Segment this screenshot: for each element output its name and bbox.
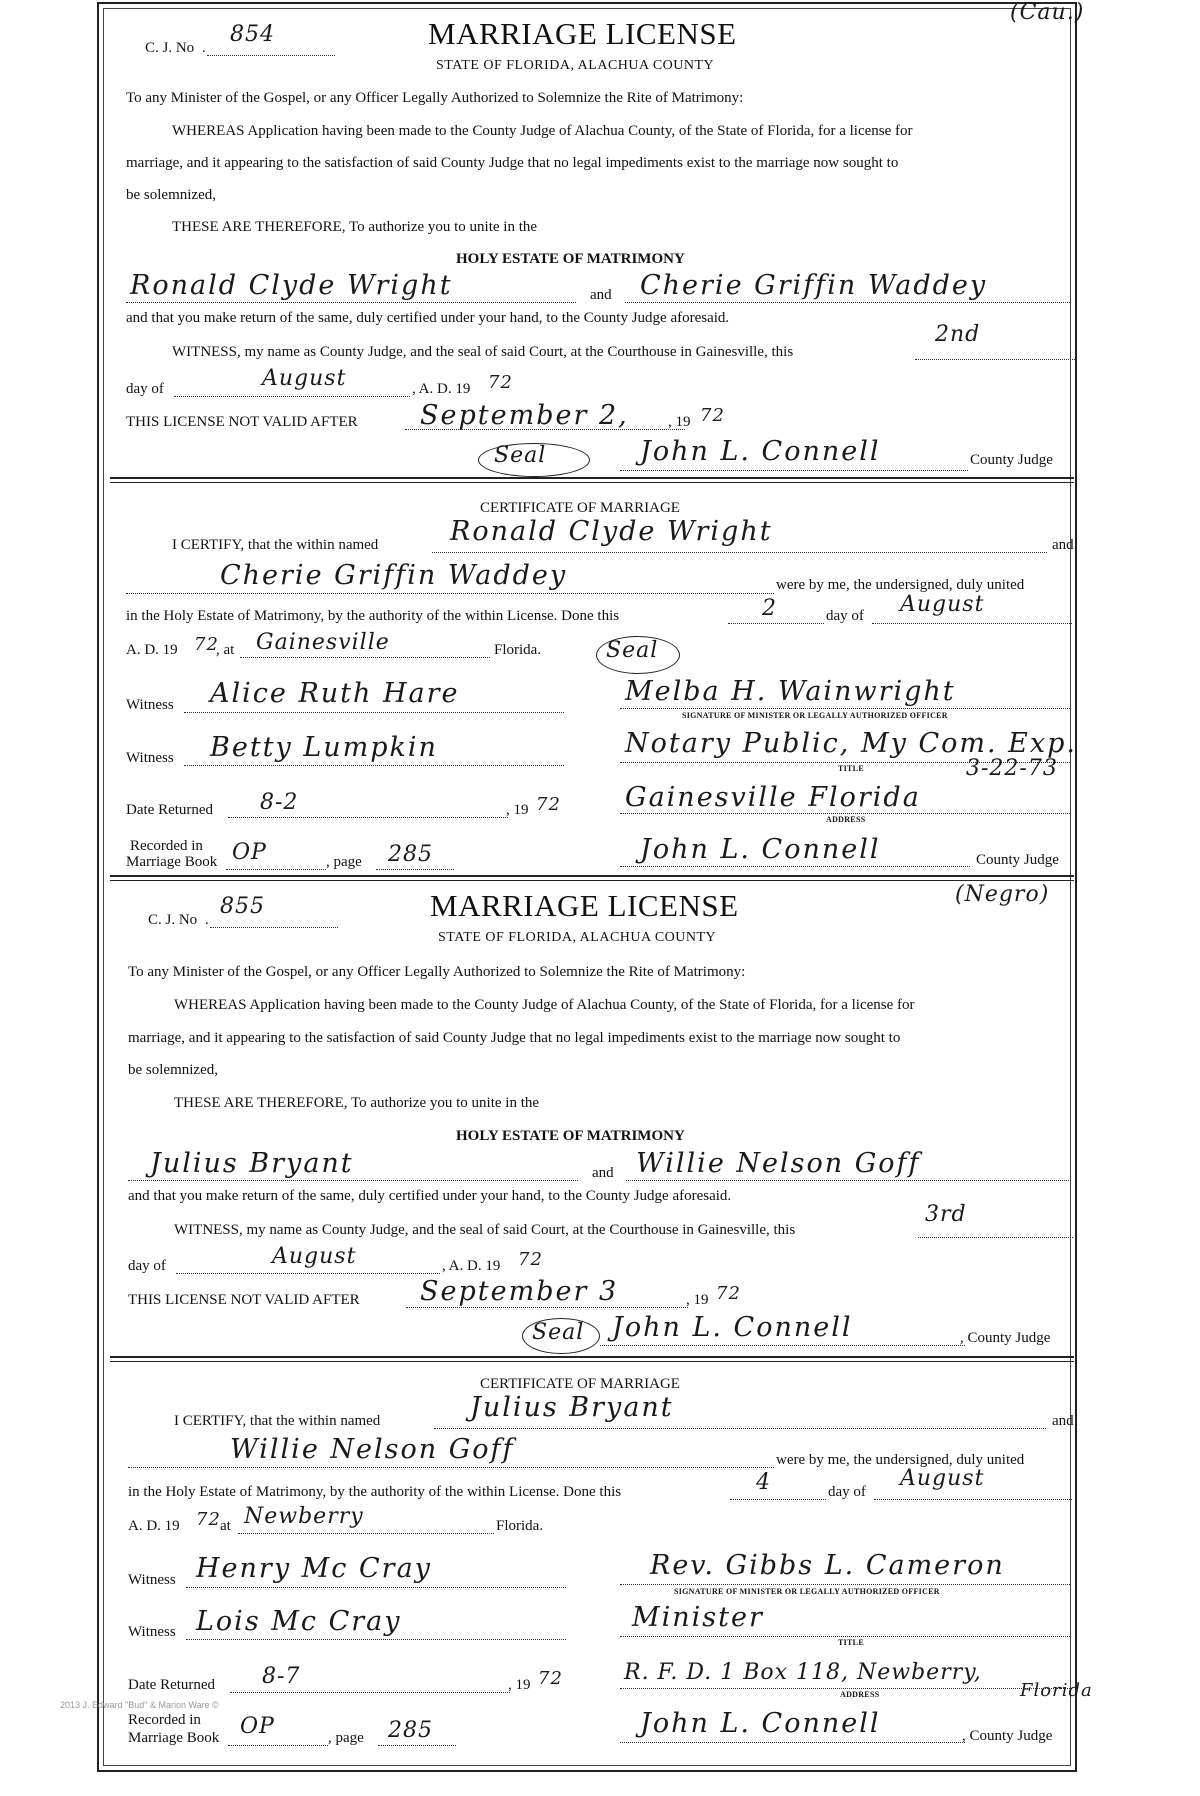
whereas-line-2: marriage, and it appearing to the satisfaction of said County Judge that no legal impediments exist to the marriage now sought to <box>128 1030 901 1046</box>
whereas-line-3: be solemnized, <box>128 1062 218 1078</box>
officer-signature: Rev. Gibbs L. Cameron <box>650 1550 1005 1581</box>
cj-number-label: C. J. No <box>148 912 198 928</box>
not-valid-date: September 2, <box>420 400 629 431</box>
day-of-label: day of <box>828 1484 866 1500</box>
final-judge-signature: John L. Connell <box>640 834 881 865</box>
day-of-label: day of <box>128 1258 166 1274</box>
final-county-judge: , County Judge <box>962 1728 1053 1744</box>
return-line: and that you make return of the same, duly certified under your hand, to the County Judge aforesaid. <box>128 1188 732 1204</box>
address-caption: ADDRESS <box>840 1690 880 1699</box>
whereas-line-2: marriage, and it appearing to the satisfaction of said County Judge that no legal impediments exist to the marriage now sought to <box>126 155 899 171</box>
done-year: 72 <box>194 634 219 655</box>
officer-title: Notary Public, My Com. Exp. <box>625 728 1077 759</box>
and-word: and <box>590 287 612 303</box>
witness-2-label: Witness <box>128 1624 176 1640</box>
officer-signature: Melba H. Wainwright <box>625 676 956 707</box>
therefore-line: THESE ARE THEREFORE, To authorize you to unite in the <box>172 219 538 235</box>
page-label: , page <box>326 854 362 870</box>
cert-bride: Willie Nelson Goff <box>230 1434 515 1465</box>
ad-at-label: A. D. 19 <box>126 642 178 658</box>
officer-title-2: 3-22-73 <box>966 756 1058 781</box>
license-month: August <box>262 366 347 391</box>
corner-note: (Negro) <box>955 882 1050 907</box>
cert-and: and <box>1052 537 1074 553</box>
florida-label: Florida. <box>496 1518 544 1534</box>
done-month: August <box>900 592 985 617</box>
judge-signature: John L. Connell <box>640 436 881 467</box>
marriage-place: Newberry <box>244 1504 364 1529</box>
judge-signature: John L. Connell <box>612 1312 853 1343</box>
cert-and: and <box>1052 1413 1074 1429</box>
date-returned-year-prefix: , 19 <box>508 1677 531 1693</box>
marriage-place: Gainesville <box>256 630 390 655</box>
witness-1-label: Witness <box>128 1572 176 1588</box>
recorded-in-label: Recorded in <box>128 1712 201 1728</box>
license-year: 72 <box>518 1249 543 1270</box>
holy-estate-heading: HOLY ESTATE OF MATRIMONY <box>456 1128 685 1144</box>
corner-note: (Cau.) <box>1010 0 1085 25</box>
to-line: To any Minister of the Gospel, or any Officer Legally Authorized to Solemnize the Rite of Matrimony: <box>128 964 746 980</box>
ad-at-label: A. D. 19 <box>128 1518 180 1534</box>
at-label: at <box>220 1518 231 1534</box>
page-label: , page <box>328 1730 364 1746</box>
whereas-line-1: WHEREAS Application having been made to the County Judge of Alachua County, of the State of Florida, for a license for <box>172 123 913 139</box>
witness-1-label: Witness <box>126 697 174 713</box>
return-line: and that you make return of the same, duly certified under your hand, to the County Judge aforesaid. <box>126 310 730 326</box>
copyright-watermark: 2013 J. Edward "Bud" & Marion Ware © <box>60 1700 219 1710</box>
certify-label: I CERTIFY, that the within named <box>172 537 379 553</box>
holy-estate-heading: HOLY ESTATE OF MATRIMONY <box>456 251 685 267</box>
day-of-label: day of <box>826 608 864 624</box>
witness-line: WITNESS, my name as County Judge, and the seal of said Court, at the Courthouse in Gainesville, this <box>172 344 794 360</box>
seal-text: Seal <box>532 1320 585 1345</box>
officer-address: R. F. D. 1 Box 118, Newberry, <box>624 1660 982 1685</box>
county-judge-label: County Judge <box>970 452 1053 468</box>
not-valid-year-prefix: , 19 <box>668 414 691 430</box>
marriage-book-label: Marriage Book <box>128 1730 220 1746</box>
county-judge-label: , County Judge <box>960 1330 1051 1346</box>
witness-2-signature: Betty Lumpkin <box>210 732 438 763</box>
license-month: August <box>272 1244 357 1269</box>
united-label: were by me, the undersigned, duly united <box>776 577 1025 593</box>
done-month: August <box>900 1466 985 1491</box>
cj-number-value: 855 <box>220 894 265 919</box>
title-caption: TITLE <box>838 764 864 773</box>
signature-caption: SIGNATURE OF MINISTER OR LEGALLY AUTHORIZED OFFICER <box>682 711 948 720</box>
not-valid-label: THIS LICENSE NOT VALID AFTER <box>126 414 358 430</box>
united-label: were by me, the undersigned, duly united <box>776 1452 1025 1468</box>
witness-2-signature: Lois Mc Cray <box>196 1606 402 1637</box>
florida-label: Florida. <box>494 642 542 658</box>
cert-groom: Ronald Clyde Wright <box>450 516 773 547</box>
certificate-title: CERTIFICATE OF MARRIAGE <box>480 500 680 516</box>
cj-number-label: C. J. No <box>145 40 195 56</box>
date-returned-value: 8-2 <box>260 790 299 815</box>
signature-caption: SIGNATURE OF MINISTER OR LEGALLY AUTHORIZED OFFICER <box>674 1587 940 1596</box>
witness-1-signature: Henry Mc Cray <box>196 1553 432 1584</box>
holy-estate-line: in the Holy Estate of Matrimony, by the authority of the within License. Done this <box>126 608 620 624</box>
groom-name: Julius Bryant <box>150 1148 354 1179</box>
whereas-line-1: WHEREAS Application having been made to the County Judge of Alachua County, of the State of Florida, for a license for <box>174 997 915 1013</box>
recorded-in-label: Recorded in <box>130 838 203 854</box>
record-divider <box>110 875 1074 881</box>
date-returned-year: 72 <box>536 794 561 815</box>
license-year: 72 <box>488 372 513 393</box>
certificate-title: CERTIFICATE OF MARRIAGE <box>480 1376 680 1392</box>
license-subtitle: STATE OF FLORIDA, ALACHUA COUNTY <box>436 58 715 73</box>
witness-day: 2nd <box>935 322 981 347</box>
page-value: 285 <box>388 1718 433 1743</box>
section-divider <box>110 477 1074 483</box>
not-valid-year-prefix: , 19 <box>686 1292 709 1308</box>
witness-line: WITNESS, my name as County Judge, and the seal of said Court, at the Courthouse in Gainesville, this <box>174 1222 796 1238</box>
date-returned-label: Date Returned <box>126 802 214 818</box>
final-judge-signature: John L. Connell <box>640 1708 881 1739</box>
title-caption: TITLE <box>838 1638 864 1647</box>
page-value: 285 <box>388 842 433 867</box>
officer-address-2: Florida <box>1020 1680 1093 1701</box>
therefore-line: THESE ARE THEREFORE, To authorize you to unite in the <box>174 1095 540 1111</box>
section-divider <box>110 1356 1074 1362</box>
license-subtitle: STATE OF FLORIDA, ALACHUA COUNTY <box>438 930 717 945</box>
witness-1-signature: Alice Ruth Hare <box>210 678 460 709</box>
address-caption: ADDRESS <box>826 815 866 824</box>
done-day: 2 <box>762 596 777 621</box>
witness-day: 3rd <box>925 1202 967 1227</box>
not-valid-year: 72 <box>700 405 725 426</box>
officer-title: Minister <box>632 1602 764 1633</box>
bride-name: Willie Nelson Goff <box>636 1148 921 1179</box>
to-line: To any Minister of the Gospel, or any Officer Legally Authorized to Solemnize the Rite of Matrimony: <box>126 90 744 106</box>
license-title: MARRIAGE LICENSE <box>430 888 739 923</box>
final-county-judge: County Judge <box>976 852 1059 868</box>
holy-estate-line: in the Holy Estate of Matrimony, by the authority of the within License. Done this <box>128 1484 622 1500</box>
not-valid-date: September 3 <box>420 1276 619 1307</box>
done-day: 4 <box>756 1470 771 1495</box>
license-title: MARRIAGE LICENSE <box>428 16 737 51</box>
not-valid-label: THIS LICENSE NOT VALID AFTER <box>128 1292 360 1308</box>
date-returned-year-prefix: , 19 <box>506 802 529 818</box>
ad-label: , A. D. 19 <box>412 381 471 397</box>
certify-label: I CERTIFY, that the within named <box>174 1413 381 1429</box>
done-year: 72 <box>196 1509 221 1530</box>
day-of-label: day of <box>126 381 164 397</box>
marriage-book-label: Marriage Book <box>126 854 218 870</box>
at-label: , at <box>216 642 235 658</box>
and-word: and <box>592 1165 614 1181</box>
witness-2-label: Witness <box>126 750 174 766</box>
whereas-line-3: be solemnized, <box>126 187 216 203</box>
groom-name: Ronald Clyde Wright <box>130 270 453 301</box>
marriage-book-value: OP <box>240 1714 275 1739</box>
cert-bride: Cherie Griffin Waddey <box>220 560 568 591</box>
date-returned-value: 8-7 <box>262 1664 301 1689</box>
cert-groom: Julius Bryant <box>470 1392 674 1423</box>
seal-text: Seal <box>494 443 547 468</box>
bride-name: Cherie Griffin Waddey <box>640 270 988 301</box>
ad-label: , A. D. 19 <box>442 1258 501 1274</box>
cj-number-value: 854 <box>230 22 275 47</box>
date-returned-label: Date Returned <box>128 1677 216 1693</box>
marriage-book-value: OP <box>232 840 267 865</box>
certificate-seal-text: Seal <box>606 638 659 663</box>
officer-address: Gainesville Florida <box>625 782 921 813</box>
not-valid-year: 72 <box>716 1283 741 1304</box>
date-returned-year: 72 <box>538 1668 563 1689</box>
